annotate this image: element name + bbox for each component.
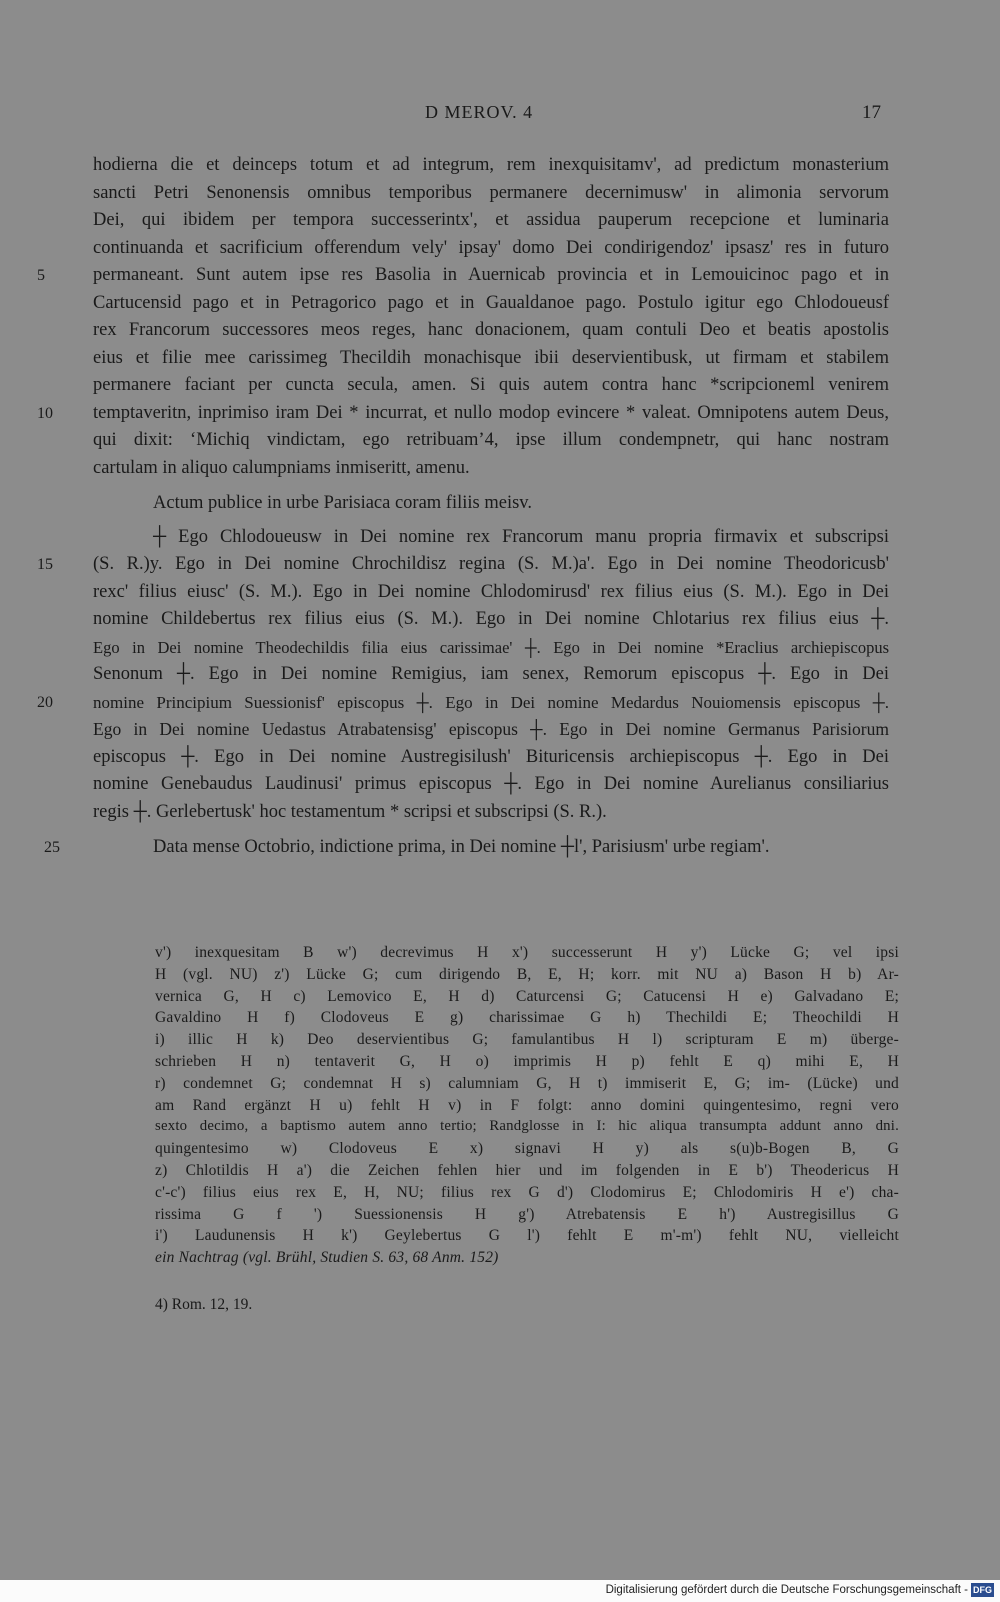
text-line <box>93 606 889 634</box>
dfg-logo-icon: DFG <box>973 1585 992 1595</box>
footnote-line: v') inexquesitam B w') decrevimus H x') successerunt H y') Lücke G; vel ipsi <box>155 944 899 961</box>
footnote-line: quingentesimo w) Clodoveus E x) signavi H y) als s(u)b-Bogen B, G <box>155 1140 899 1158</box>
line-text: (S. R.)y. Ego in Dei nomine Chrochildisz regina (S. M.)a'. Ego in Dei nomine Theodoricusb' <box>93 554 889 574</box>
footnote-line: am Rand ergänzt H u) fehlt H v) in F folgt: anno domini quingentesimo, regni vero <box>155 1096 899 1114</box>
line-text: cartulam in aliquo calumpniams inmiseritt, amenu. <box>93 457 470 478</box>
text-line <box>93 579 889 607</box>
page-header <box>0 102 1000 132</box>
line-text: Dei, qui ibidem per tempora successerintx', et assidua pauperum recepcione et luminaria <box>93 210 889 230</box>
line-text: Ego in Dei nomine Theodechildis filia eius carissimae' ┼. Ego in Dei nomine *Eraclius archiepiscopus <box>93 637 889 657</box>
footnote-line: rissima G f ') Suessionensis H g') Atrebatensis E h') Austregisillus G <box>155 1205 899 1223</box>
line-text: Actum publice in urbe Parisiaca coram filiis meisv. <box>153 493 532 513</box>
line-text: rexc' filius eiusc' (S. M.). Ego in Dei nomine Chlodomirusd' rex filius eius (S. M.). Ego in Dei <box>93 581 889 602</box>
actum-line <box>93 490 889 518</box>
text-line <box>93 290 889 318</box>
text-line <box>93 661 889 689</box>
text-line <box>93 372 889 400</box>
text-line <box>93 235 889 263</box>
charter-text <box>37 152 889 862</box>
line-text: hodierna die et deinceps totum et ad integrum, rem inexquisitamv', ad predictum monasterium <box>93 155 889 175</box>
line-number: 10 <box>37 404 53 422</box>
line-text: qui dixit: ‘Michiq vindictam, ego retribuam’4, ipse illum condempnetr, qui hanc nostram <box>93 430 889 450</box>
line-text: permaneant. Sunt autem ipse res Basolia in Auernicab provincia et in Lemouicinoc pago et in <box>93 265 889 285</box>
text-line <box>93 345 889 373</box>
line-text: permanere faciant per cuncta secula, amen. Si quis autem contra hanc *scripcioneml venirem <box>93 375 889 395</box>
line-text: Senonum ┼. Ego in Dei nomine Remigius, iam senex, Remorum episcopus ┼. Ego in Dei <box>93 664 889 684</box>
running-head: D MEROV. 4 <box>425 102 534 122</box>
line-text: nomine Principium Suessionisf' episcopus ┼. Ego in Dei nomine Medardus Nouiomensis episcopus ┼. <box>93 692 889 712</box>
footnote-line: r) condemnet G; condemnat H s) calumniam G, H t) immiserit E, G; im- (Lücke) und <box>155 1074 899 1092</box>
text-line <box>93 180 889 208</box>
footnote-line: i') Laudunensis H k') Geylebertus G l') fehlt E m'-m') fehlt NU, vielleicht <box>155 1227 899 1245</box>
line-number: 15 <box>37 556 53 573</box>
text-line <box>93 771 889 799</box>
footnote-line: i) illic H k) Deo deservientibus G; famulantibus H l) scripturam E m) überge- <box>155 1031 899 1049</box>
line-text: rex Francorum successores meos reges, hanc donacionem, quam contuli Deo et beatis apostolis <box>93 320 889 340</box>
line-text: episcopus ┼. Ego in Dei nomine Austregisilush' Bituricensis archiepiscopus ┼. Ego in Dei <box>93 746 889 767</box>
credit-bar <box>0 1580 1000 1602</box>
line-text: Cartucensid pago et in Petragorico pago et in Gaualdanoe pago. Postulo igitur ego Chlodoueusf <box>93 292 889 313</box>
line-text: continuanda et sacrificium offerendum vely' ipsay' domo Dei condirigendoz' ipsasz' res in futuro <box>93 237 889 258</box>
footnote-line: schrieben H n) tentaverit G, H o) imprimis H p) fehlt E q) mihi E, H <box>155 1052 899 1070</box>
line-text: nomine Genebaudus Laudinusi' primus episcopus ┼. Ego in Dei nomine Aurelianus consiliarius <box>93 774 889 794</box>
funding-credit: Digitalisierung gefördert durch die Deutsche Forschungsgemeinschaft - <box>605 1584 968 1596</box>
footnote-line: vernica G, H c) Lemovico E, H d) Caturcensi G; Catucensi H e) Galvadano E; <box>155 987 899 1005</box>
text-line <box>93 152 889 180</box>
text-line <box>93 317 889 345</box>
text-line <box>37 262 889 290</box>
line-text: eius et filie mee carissimeg Thecildih monachisque ibii deservientibusk, ut firmam et stabilem <box>93 347 889 368</box>
footnote-line: c'-c') filius eius rex E, H, NU; filius rex G d') Clodomirus E; Chlodomiris H e') cha- <box>155 1183 899 1201</box>
line-text: Data mense Octobrio, indictione prima, in Dei nomine ┼l', Parisiusm' urbe regiam'. <box>153 837 770 857</box>
text-line <box>93 207 889 235</box>
line-number: 25 <box>44 839 60 856</box>
line-text: regis ┼. Gerlebertusk' hoc testamentum * scripsi et subscripsi (S. R.). <box>93 801 607 822</box>
text-line <box>93 716 889 744</box>
line-text: ┼ Ego Chlodoueusw in Dei nomine rex Francorum manu propria firmavix et subscripsi <box>153 526 889 547</box>
line-number: 5 <box>37 267 45 284</box>
line-text: nomine Childebertus rex filius eius (S. M.). Ego in Dei nomine Chlotarius rex filius eius ┼. <box>93 609 889 629</box>
line-text: sancti Petri Senonensis omnibus temporibus permanere decernimusw' in alimonia servorum <box>93 182 889 203</box>
text-line <box>93 524 889 552</box>
critical-apparatus <box>155 942 899 1269</box>
footnote-line: sexto decimo, a baptismo autem anno tertio; Randglosse in I: hic aliqua transumpta addunt anno dni. <box>155 1118 899 1135</box>
text-line <box>93 634 889 662</box>
footnote-line: Gavaldino H f) Clodoveus E g) charissimae G h) Thechildi E; Theochildi H <box>155 1009 899 1027</box>
data-line <box>44 834 889 862</box>
page-number: 17 <box>862 102 881 123</box>
text-line <box>37 400 889 428</box>
footnote-line: H (vgl. NU) z') Lücke G; cum dirigendo B, E, H; korr. mit NU a) Bason H b) Ar- <box>155 965 899 983</box>
text-line <box>93 799 889 827</box>
text-line <box>93 427 889 455</box>
line-text: temptaveritn, inprimiso iram Dei * incurrat, et nullo modop evincere * valeat. Omnipotens autem Deus, <box>93 402 889 423</box>
footnote-line: ein Nachtrag (vgl. Brühl, Studien S. 63, 68 Anm. 152) <box>155 1249 499 1267</box>
text-line <box>93 744 889 772</box>
footnote-line: z) Chlotildis H a') die Zeichen fehlen hier und im folgenden in E b') Theodericus H <box>155 1161 899 1179</box>
line-number: 20 <box>37 693 53 711</box>
line-text: Ego in Dei nomine Uedastus Atrabatensisg' episcopus ┼. Ego in Dei nomine Germanus Parisiorum <box>93 719 889 739</box>
source-reference: 4) Rom. 12, 19. <box>155 1296 253 1313</box>
text-line <box>93 455 889 483</box>
text-line <box>37 689 889 717</box>
text-line <box>37 551 889 579</box>
